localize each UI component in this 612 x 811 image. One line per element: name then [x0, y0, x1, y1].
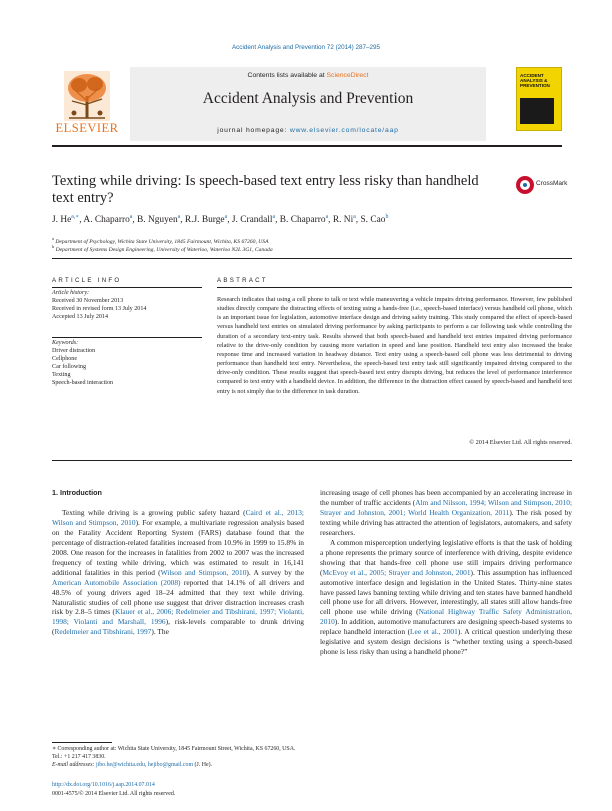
contents-available-line — [130, 72, 486, 79]
homepage-label: journal homepage: — [217, 127, 290, 134]
article-info-heading: ARTICLE INFO — [52, 277, 122, 284]
author-affiliation-mark[interactable]: a — [177, 214, 181, 220]
citation-link[interactable]: Redelmeier and Tibshirani, 1997 — [54, 627, 152, 637]
author-name: R.J. Burge — [184, 215, 225, 226]
history-revised: Received in revised form 13 July 2014 — [52, 305, 147, 312]
keyword: Texting — [52, 371, 71, 378]
author-name: J. Crandall — [231, 215, 273, 226]
doi-link[interactable] — [52, 781, 304, 789]
citation-link[interactable]: Lee et al., 2001 — [410, 627, 458, 637]
footnote-corresponding: ∗ Corresponding author at: Wichita State University, 1845 Fairmount Street, Wichita, KS 67260, USA. Tel.: +1 217 417 3830. — [52, 746, 296, 760]
keyword: Driver distraction — [52, 347, 96, 354]
body-column-right — [320, 488, 572, 657]
author-affiliation-mark[interactable]: a — [224, 214, 228, 220]
author[interactable] — [52, 215, 79, 225]
article-history — [52, 290, 202, 322]
citation-link[interactable]: Alm and Nilsson, 1994; Wilson and Stimpson, 2010; Strayer and Johnston, 2001; World Health Organization, 2011 — [320, 497, 573, 517]
author-affiliation-mark[interactable]: a — [353, 214, 356, 220]
author-affiliation-mark[interactable]: a — [325, 214, 329, 220]
body-column-left — [52, 488, 304, 637]
cover-artwork — [520, 98, 554, 124]
issn-line: 0001-4575/© 2014 Elsevier Ltd. All rights reserved. — [52, 791, 176, 797]
author[interactable] — [232, 215, 275, 225]
article-title: Texting while driving: Is speech-based text entry less risky than handheld text entry? — [52, 173, 479, 206]
sciencedirect-link[interactable]: ScienceDirect — [326, 72, 369, 79]
author-name: R. Ni — [332, 215, 354, 226]
doi-url[interactable]: http://dx.doi.org/10.1016/j.aap.2014.07.014 — [52, 782, 155, 788]
paragraph — [320, 538, 572, 657]
affiliation — [52, 244, 572, 253]
elsevier-tree-icon — [64, 71, 110, 121]
author[interactable] — [185, 215, 227, 225]
section-heading: 1. Introduction — [52, 488, 102, 497]
keyword: Car following — [52, 363, 87, 370]
abstract-bottom-divider — [52, 460, 572, 461]
citation-link[interactable]: Caird et al., 2013; Wilson and Stimpson, 2010 — [52, 507, 304, 527]
affiliation-mark: a — [52, 236, 54, 241]
keywords — [52, 340, 202, 387]
author[interactable] — [333, 215, 356, 225]
author-name: B. Chaparro — [279, 215, 326, 226]
author-name: A. Chaparro — [83, 215, 130, 226]
crossmark-icon-center — [523, 183, 527, 187]
keywords-label: Keywords: — [52, 340, 79, 346]
header-divider — [52, 258, 572, 259]
author-affiliation-mark[interactable]: b — [385, 214, 389, 220]
affiliation-mark: b — [52, 243, 55, 249]
crossmark-label: CrossMark — [536, 180, 568, 187]
paragraph-text: ). A critical question underlying these legislative and system design decisions is “whether texting using a speech-based phone is less risky than using a handheld phone?” — [320, 627, 573, 657]
elsevier-wordmark: ELSEVIER — [55, 121, 119, 135]
email-suffix: (J. He). — [193, 762, 213, 768]
paragraph-text: ). In addition, automotive manufacturers are designing speech-based systems to replace handheld interaction ( — [320, 617, 572, 637]
journal-cover-image[interactable] — [516, 67, 562, 131]
paragraph-text: ). The risk posed by texting while driving has attracted the attention of legislators, automakers, and safety researchers. — [320, 507, 572, 537]
author-name: S. Cao — [360, 215, 386, 226]
citation-link[interactable]: American Automobile Association (2008) — [52, 577, 181, 587]
abstract-copyright: © 2014 Elsevier Ltd. All rights reserved. — [469, 439, 572, 446]
author-affiliation-mark[interactable]: a — [272, 214, 276, 220]
paragraph-text: ). A survey by the — [246, 567, 305, 577]
citation-link[interactable]: McEvoy et al., 2005; Strayer and Johnston, 2001 — [322, 567, 471, 577]
author[interactable] — [280, 215, 328, 225]
email-label: E-mail addresses: — [52, 762, 95, 768]
paragraph-text: ). For example, a multivariate regression analysis based on the Fatality Accident Reporting System (FARS) database found that the percentage of distraction-related fatalities increased from 10.9% in 1999 to 15.8% in 2008. One reason for the increases in fatalities from 2002 to 2007 was the increased frequency of texting while driving, which was estimated to result in 16,141 additional fatalities in this period ( — [52, 517, 304, 577]
paragraph-text: A common misperception underlying legislative efforts is that the task of holding a phone represents the primary source of interference with driving, despite evidence showing that that hands-free cell phone use still impairs driving performance ( — [320, 537, 572, 577]
keyword: Cellphone — [52, 355, 78, 362]
author-list: J. $He^{a,∗}$, A. Chaparro$^a$, B. Nguyen$^a$, R.J. Burge$^a$, J. Crandall$^a$, B. Chaparro$^a$, R. Ni$^a$, S. Cao$^b$ — [52, 214, 389, 226]
crossmark-badge[interactable] — [516, 176, 572, 196]
author-name: B. Nguyen — [137, 215, 178, 226]
footnote-email — [52, 761, 304, 769]
author[interactable] — [83, 215, 132, 225]
author-affiliation-mark[interactable]: a,∗ — [71, 214, 80, 220]
paragraph — [320, 488, 572, 538]
paragraph — [52, 508, 304, 637]
keyword: Speech-based interaction — [52, 379, 114, 386]
affiliation-text: Department of Psychology, Wichita State University, 1845 Fairmount, Wichita, KS 67260, USA — [55, 238, 269, 245]
abstract-text: Research indicates that using a cell phone to talk or text while maneuvering a vehicle impairs driving performance. However, few published studies directly compare the distracting effects of texting using a hands-free (i.e., speech-based interface) versus handheld cell phone, which is an important issue for legislation, automotive interface design and driving safety training. This study compared the effect of speech-based versus handheld text entries on simulated driving performance by asking participants to perform a car following task while controlling the duration of a secondary text-entry task. Results showed that both speech-based and handheld text entries impaired driving performance relative to the drive-only condition by causing more variation in speed and lane position. Handheld text entry also increased the brake response time and increased variation in headway distance. Text entry using a speech-based cell phone was less detrimental to driving performance than handheld text entry. Nevertheless, the speech-based text entry task still significantly impaired driving compared to the drive-only condition. These results suggest that speech-based text entry disrupts driving, but reduces the level of performance interference compared to text entry with a handheld device. In addition, the difference in the distraction effect caused by speech-based and handheld text entry is not simply due to the difference in task duration. — [217, 296, 572, 395]
article-info-rule — [52, 287, 202, 288]
history-accepted: Accepted 13 July 2014 — [52, 313, 109, 320]
citation-link[interactable]: National Highway Traffic Safety Administration, 2010 — [320, 607, 572, 627]
banner-divider — [52, 145, 562, 147]
email-links[interactable]: jibo.he@wichita.edu, hejibo@gmail.com — [95, 762, 194, 768]
citation-link[interactable]: Klauer et al., 2006; Redelmeier and Tibshirani, 1997; Violanti, 1998; Violanti and Marshall, 1996 — [52, 607, 304, 627]
citation-link[interactable]: Wilson and Stimpson, 2010 — [160, 567, 247, 577]
author[interactable] — [137, 215, 180, 225]
paragraph-text: Texting while driving is a growing public safety hazard ( — [62, 507, 246, 517]
banner-center — [130, 67, 486, 141]
paragraph-text: increasing usage of cell phones has been accompanied by an accelerating increase in the number of traffic accidents ( — [320, 488, 572, 507]
paragraph-text: ). The — [151, 627, 169, 637]
paragraph-text: reported that 14.1% of all drivers and 48.5% of young drivers aged 18–24 admitted that they text while driving. Naturalistic studies of cell phone use suggest that driver distraction increases crash risk by 2.8–5 times ( — [52, 577, 304, 617]
journal-homepage — [130, 127, 486, 134]
paragraph-text: ), risk-levels comparable to drunk driving ( — [52, 617, 304, 637]
journal-title: Accident Analysis and Prevention — [202, 90, 414, 107]
author-name: J. He — [52, 215, 72, 226]
citation-line[interactable]: Accident Analysis and Prevention 72 (2014) 287–295 — [231, 44, 381, 51]
abstract-heading: ABSTRACT — [217, 277, 268, 284]
author[interactable] — [360, 215, 388, 225]
history-label: Article history: — [52, 290, 90, 296]
author-affiliation-mark[interactable]: a — [129, 214, 133, 220]
journal-banner — [52, 67, 562, 141]
history-received: Received 30 November 2013 — [52, 297, 124, 304]
footnote-rule — [52, 742, 112, 743]
paragraph-text: ). This assumption has influenced automotive interface design and legislation in the United States. Thirty-nine states have passed laws banning texting while driving and ten states have banned handheld cell phone use for all drivers. However, interestingly, all states still allow hands-free cell phone use while driving ( — [320, 567, 572, 617]
affiliation-text: Department of Systems Design Engineering, University of Waterloo, Waterloo N2L 3G1, Canada — [55, 246, 273, 253]
elsevier-logo[interactable] — [52, 67, 122, 141]
cover-title: ACCIDENT ANALYSIS & PREVENTION — [520, 73, 550, 88]
contents-prefix: Contents lists available at — [247, 72, 327, 79]
abstract-rule — [217, 287, 572, 288]
homepage-link[interactable]: www.elsevier.com/locate/aap — [289, 127, 399, 134]
